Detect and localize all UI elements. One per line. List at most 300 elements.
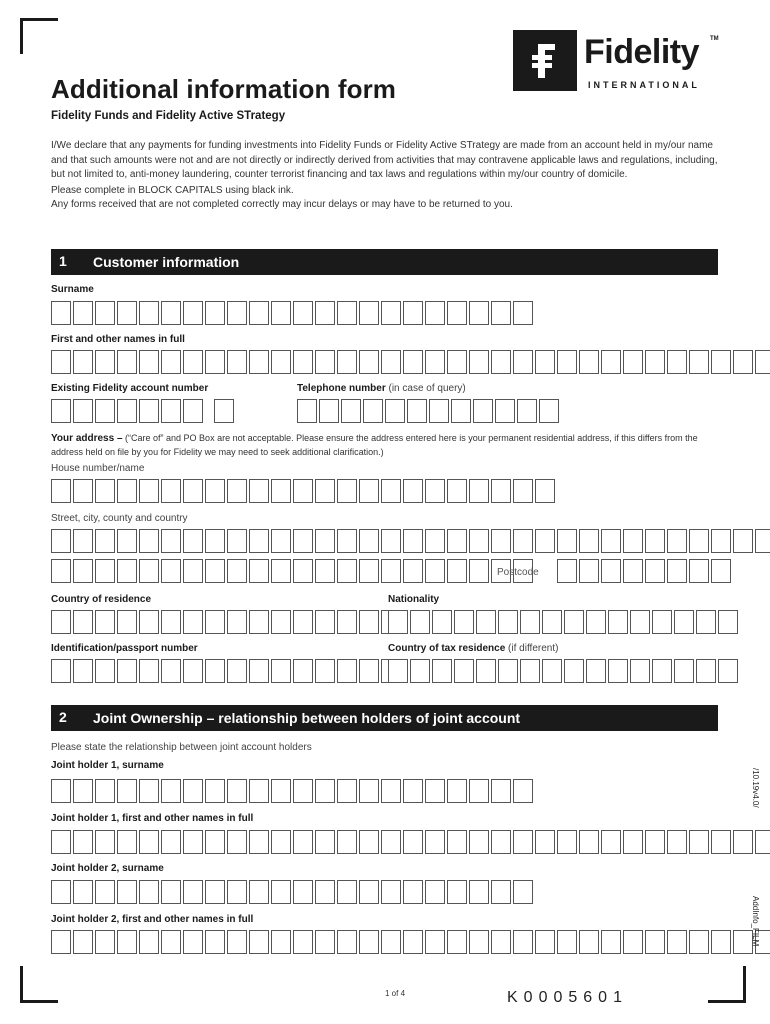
character-box[interactable] [95, 479, 115, 503]
character-box[interactable] [755, 529, 770, 553]
character-box[interactable] [227, 350, 247, 374]
character-box[interactable] [601, 350, 621, 374]
character-box[interactable] [498, 659, 518, 683]
character-box[interactable] [51, 930, 71, 954]
character-box[interactable] [535, 350, 555, 374]
character-box[interactable] [161, 301, 181, 325]
character-box[interactable] [608, 610, 628, 634]
character-box[interactable] [183, 529, 203, 553]
character-box[interactable] [447, 479, 467, 503]
character-box[interactable] [51, 610, 71, 634]
character-box[interactable] [95, 930, 115, 954]
character-box[interactable] [249, 529, 269, 553]
character-box[interactable] [271, 659, 291, 683]
character-box[interactable] [227, 301, 247, 325]
character-box[interactable] [381, 559, 401, 583]
character-box[interactable] [337, 830, 357, 854]
character-box[interactable] [410, 610, 430, 634]
character-box[interactable] [403, 880, 423, 904]
character-box[interactable] [315, 930, 335, 954]
character-box[interactable] [469, 301, 489, 325]
character-box[interactable] [227, 529, 247, 553]
character-box[interactable] [403, 930, 423, 954]
character-box[interactable] [161, 559, 181, 583]
character-box[interactable] [623, 350, 643, 374]
character-box[interactable] [139, 930, 159, 954]
character-box[interactable] [205, 830, 225, 854]
character-box[interactable] [432, 659, 452, 683]
character-box[interactable] [517, 399, 537, 423]
character-box[interactable] [733, 529, 753, 553]
character-box[interactable] [139, 659, 159, 683]
character-box[interactable] [359, 301, 379, 325]
character-box[interactable] [315, 559, 335, 583]
character-box[interactable] [161, 930, 181, 954]
character-box[interactable] [579, 350, 599, 374]
character-box[interactable] [183, 830, 203, 854]
character-box[interactable] [293, 350, 313, 374]
character-box[interactable] [535, 529, 555, 553]
character-box[interactable] [249, 610, 269, 634]
character-box[interactable] [73, 559, 93, 583]
character-box[interactable] [271, 830, 291, 854]
character-box[interactable] [95, 610, 115, 634]
character-box[interactable] [337, 930, 357, 954]
character-box[interactable] [469, 479, 489, 503]
character-box[interactable] [689, 559, 709, 583]
character-box[interactable] [117, 880, 137, 904]
character-box[interactable] [117, 779, 137, 803]
character-box[interactable] [293, 559, 313, 583]
character-box[interactable] [205, 301, 225, 325]
character-box[interactable] [337, 350, 357, 374]
tax-residence-field[interactable] [388, 659, 740, 683]
character-box[interactable] [293, 659, 313, 683]
character-box[interactable] [51, 659, 71, 683]
character-box[interactable] [469, 779, 489, 803]
character-box[interactable] [139, 830, 159, 854]
character-box[interactable] [381, 529, 401, 553]
character-box[interactable] [315, 479, 335, 503]
character-box[interactable] [447, 779, 467, 803]
character-box[interactable] [161, 350, 181, 374]
character-box[interactable] [425, 930, 445, 954]
character-box[interactable] [227, 930, 247, 954]
character-box[interactable] [337, 301, 357, 325]
character-box[interactable] [139, 399, 159, 423]
character-box[interactable] [539, 399, 559, 423]
character-box[interactable] [645, 830, 665, 854]
character-box[interactable] [73, 880, 93, 904]
character-box[interactable] [205, 529, 225, 553]
character-box[interactable] [205, 350, 225, 374]
character-box[interactable] [469, 559, 489, 583]
character-box[interactable] [491, 930, 511, 954]
character-box[interactable] [73, 830, 93, 854]
character-box[interactable] [337, 529, 357, 553]
character-box[interactable] [271, 930, 291, 954]
character-box[interactable] [363, 399, 383, 423]
character-box[interactable] [271, 350, 291, 374]
character-box[interactable] [403, 479, 423, 503]
character-box[interactable] [117, 610, 137, 634]
character-box[interactable] [689, 529, 709, 553]
character-box[interactable] [469, 930, 489, 954]
character-box[interactable] [117, 559, 137, 583]
character-box[interactable] [117, 830, 137, 854]
character-box[interactable] [139, 610, 159, 634]
character-box[interactable] [249, 479, 269, 503]
character-box[interactable] [476, 610, 496, 634]
character-box[interactable] [271, 880, 291, 904]
character-box[interactable] [447, 559, 467, 583]
character-box[interactable] [271, 779, 291, 803]
character-box[interactable] [601, 830, 621, 854]
character-box[interactable] [733, 830, 753, 854]
character-box[interactable] [293, 880, 313, 904]
character-box[interactable] [249, 930, 269, 954]
character-box[interactable] [491, 779, 511, 803]
character-box[interactable] [645, 529, 665, 553]
character-box[interactable] [205, 880, 225, 904]
character-box[interactable] [385, 399, 405, 423]
character-box[interactable] [535, 930, 555, 954]
character-box[interactable] [183, 301, 203, 325]
character-box[interactable] [359, 610, 379, 634]
nationality-field[interactable] [388, 610, 740, 634]
character-box[interactable] [498, 610, 518, 634]
character-box[interactable] [359, 779, 379, 803]
character-box[interactable] [674, 659, 694, 683]
character-box[interactable] [183, 779, 203, 803]
character-box[interactable] [205, 479, 225, 503]
character-box[interactable] [652, 659, 672, 683]
character-box[interactable] [205, 659, 225, 683]
character-box[interactable] [469, 830, 489, 854]
character-box[interactable] [645, 559, 665, 583]
character-box[interactable] [214, 399, 234, 423]
character-box[interactable] [297, 399, 317, 423]
character-box[interactable] [139, 479, 159, 503]
character-box[interactable] [315, 610, 335, 634]
character-box[interactable] [271, 610, 291, 634]
character-box[interactable] [341, 399, 361, 423]
character-box[interactable] [733, 930, 753, 954]
character-box[interactable] [630, 610, 650, 634]
character-box[interactable] [183, 880, 203, 904]
character-box[interactable] [95, 350, 115, 374]
character-box[interactable] [476, 659, 496, 683]
character-box[interactable] [73, 479, 93, 503]
character-box[interactable] [491, 350, 511, 374]
character-box[interactable] [117, 399, 137, 423]
character-box[interactable] [249, 301, 269, 325]
character-box[interactable] [520, 659, 540, 683]
character-box[interactable] [249, 659, 269, 683]
street-field-line-1[interactable] [51, 529, 770, 553]
character-box[interactable] [381, 301, 401, 325]
character-box[interactable] [227, 479, 247, 503]
character-box[interactable] [161, 479, 181, 503]
character-box[interactable] [674, 610, 694, 634]
character-box[interactable] [645, 350, 665, 374]
character-box[interactable] [652, 610, 672, 634]
character-box[interactable] [359, 529, 379, 553]
character-box[interactable] [337, 559, 357, 583]
character-box[interactable] [315, 880, 335, 904]
character-box[interactable] [73, 779, 93, 803]
character-box[interactable] [249, 880, 269, 904]
character-box[interactable] [711, 930, 731, 954]
character-box[interactable] [183, 350, 203, 374]
character-box[interactable] [117, 350, 137, 374]
character-box[interactable] [447, 301, 467, 325]
character-box[interactable] [535, 479, 555, 503]
character-box[interactable] [315, 830, 335, 854]
character-box[interactable] [95, 301, 115, 325]
character-box[interactable] [117, 930, 137, 954]
character-box[interactable] [73, 350, 93, 374]
character-box[interactable] [473, 399, 493, 423]
character-box[interactable] [579, 830, 599, 854]
street-field-line-2[interactable] [51, 559, 535, 583]
character-box[interactable] [623, 930, 643, 954]
character-box[interactable] [579, 930, 599, 954]
character-box[interactable] [432, 610, 452, 634]
character-box[interactable] [447, 350, 467, 374]
character-box[interactable] [630, 659, 650, 683]
character-box[interactable] [535, 830, 555, 854]
character-box[interactable] [183, 479, 203, 503]
character-box[interactable] [139, 880, 159, 904]
character-box[interactable] [425, 880, 445, 904]
character-box[interactable] [388, 659, 408, 683]
character-box[interactable] [513, 930, 533, 954]
character-box[interactable] [227, 830, 247, 854]
character-box[interactable] [513, 779, 533, 803]
character-box[interactable] [293, 301, 313, 325]
character-box[interactable] [161, 830, 181, 854]
character-box[interactable] [623, 559, 643, 583]
character-box[interactable] [73, 930, 93, 954]
character-box[interactable] [689, 350, 709, 374]
character-box[interactable] [425, 830, 445, 854]
character-box[interactable] [51, 880, 71, 904]
character-box[interactable] [403, 779, 423, 803]
character-box[interactable] [161, 399, 181, 423]
character-box[interactable] [117, 529, 137, 553]
character-box[interactable] [95, 559, 115, 583]
character-box[interactable] [271, 301, 291, 325]
character-box[interactable] [425, 479, 445, 503]
character-box[interactable] [359, 659, 379, 683]
character-box[interactable] [586, 610, 606, 634]
character-box[interactable] [513, 301, 533, 325]
character-box[interactable] [403, 301, 423, 325]
country-residence-field[interactable] [51, 610, 403, 634]
character-box[interactable] [293, 610, 313, 634]
character-box[interactable] [139, 779, 159, 803]
character-box[interactable] [73, 610, 93, 634]
character-box[interactable] [608, 659, 628, 683]
character-box[interactable] [403, 529, 423, 553]
character-box[interactable] [667, 350, 687, 374]
character-box[interactable] [293, 479, 313, 503]
character-box[interactable] [117, 659, 137, 683]
character-box[interactable] [667, 830, 687, 854]
account-number-field[interactable] [51, 399, 236, 423]
character-box[interactable] [249, 830, 269, 854]
character-box[interactable] [667, 559, 687, 583]
character-box[interactable] [51, 830, 71, 854]
character-box[interactable] [117, 479, 137, 503]
character-box[interactable] [403, 559, 423, 583]
character-box[interactable] [381, 779, 401, 803]
character-box[interactable] [205, 930, 225, 954]
character-box[interactable] [557, 350, 577, 374]
character-box[interactable] [381, 350, 401, 374]
character-box[interactable] [337, 779, 357, 803]
character-box[interactable] [557, 830, 577, 854]
character-box[interactable] [667, 930, 687, 954]
character-box[interactable] [315, 659, 335, 683]
character-box[interactable] [293, 930, 313, 954]
character-box[interactable] [183, 610, 203, 634]
character-box[interactable] [51, 779, 71, 803]
character-box[interactable] [718, 610, 738, 634]
character-box[interactable] [183, 399, 203, 423]
character-box[interactable] [95, 399, 115, 423]
character-box[interactable] [205, 779, 225, 803]
character-box[interactable] [425, 529, 445, 553]
character-box[interactable] [711, 830, 731, 854]
character-box[interactable] [755, 350, 770, 374]
joint-holder-1-first-field[interactable] [51, 830, 770, 854]
character-box[interactable] [315, 529, 335, 553]
character-box[interactable] [227, 659, 247, 683]
character-box[interactable] [711, 529, 731, 553]
character-box[interactable] [718, 659, 738, 683]
character-box[interactable] [139, 301, 159, 325]
character-box[interactable] [388, 610, 408, 634]
character-box[interactable] [447, 529, 467, 553]
character-box[interactable] [407, 399, 427, 423]
character-box[interactable] [601, 930, 621, 954]
character-box[interactable] [161, 529, 181, 553]
character-box[interactable] [454, 659, 474, 683]
character-box[interactable] [425, 301, 445, 325]
character-box[interactable] [381, 880, 401, 904]
character-box[interactable] [564, 659, 584, 683]
character-box[interactable] [359, 350, 379, 374]
character-box[interactable] [95, 779, 115, 803]
character-box[interactable] [491, 880, 511, 904]
character-box[interactable] [733, 350, 753, 374]
character-box[interactable] [696, 659, 716, 683]
character-box[interactable] [579, 559, 599, 583]
character-box[interactable] [586, 659, 606, 683]
character-box[interactable] [227, 880, 247, 904]
character-box[interactable] [601, 529, 621, 553]
character-box[interactable] [249, 559, 269, 583]
character-box[interactable] [73, 659, 93, 683]
character-box[interactable] [293, 779, 313, 803]
character-box[interactable] [73, 399, 93, 423]
character-box[interactable] [51, 301, 71, 325]
character-box[interactable] [491, 301, 511, 325]
character-box[interactable] [711, 350, 731, 374]
house-field[interactable] [51, 479, 557, 503]
character-box[interactable] [227, 610, 247, 634]
character-box[interactable] [51, 559, 71, 583]
character-box[interactable] [425, 350, 445, 374]
character-box[interactable] [205, 610, 225, 634]
character-box[interactable] [454, 610, 474, 634]
character-box[interactable] [271, 529, 291, 553]
character-box[interactable] [381, 830, 401, 854]
character-box[interactable] [73, 529, 93, 553]
character-box[interactable] [410, 659, 430, 683]
character-box[interactable] [95, 529, 115, 553]
character-box[interactable] [161, 610, 181, 634]
character-box[interactable] [359, 830, 379, 854]
character-box[interactable] [161, 779, 181, 803]
character-box[interactable] [623, 830, 643, 854]
character-box[interactable] [403, 830, 423, 854]
character-box[interactable] [117, 301, 137, 325]
character-box[interactable] [337, 610, 357, 634]
character-box[interactable] [293, 529, 313, 553]
character-box[interactable] [447, 880, 467, 904]
character-box[interactable] [271, 559, 291, 583]
joint-holder-2-first-field[interactable] [51, 930, 770, 954]
character-box[interactable] [645, 930, 665, 954]
character-box[interactable] [319, 399, 339, 423]
character-box[interactable] [227, 559, 247, 583]
character-box[interactable] [403, 350, 423, 374]
character-box[interactable] [513, 880, 533, 904]
character-box[interactable] [689, 830, 709, 854]
character-box[interactable] [315, 779, 335, 803]
character-box[interactable] [513, 479, 533, 503]
character-box[interactable] [51, 479, 71, 503]
character-box[interactable] [425, 779, 445, 803]
character-box[interactable] [557, 529, 577, 553]
character-box[interactable] [381, 479, 401, 503]
character-box[interactable] [95, 659, 115, 683]
character-box[interactable] [557, 930, 577, 954]
joint-holder-1-surname-field[interactable] [51, 779, 535, 803]
character-box[interactable] [161, 659, 181, 683]
character-box[interactable] [542, 659, 562, 683]
character-box[interactable] [469, 880, 489, 904]
character-box[interactable] [139, 350, 159, 374]
character-box[interactable] [359, 880, 379, 904]
character-box[interactable] [315, 350, 335, 374]
character-box[interactable] [359, 479, 379, 503]
character-box[interactable] [429, 399, 449, 423]
character-box[interactable] [95, 880, 115, 904]
character-box[interactable] [51, 350, 71, 374]
character-box[interactable] [755, 830, 770, 854]
character-box[interactable] [447, 830, 467, 854]
surname-field[interactable] [51, 301, 535, 325]
character-box[interactable] [469, 529, 489, 553]
character-box[interactable] [337, 659, 357, 683]
character-box[interactable] [95, 830, 115, 854]
character-box[interactable] [623, 529, 643, 553]
character-box[interactable] [293, 830, 313, 854]
